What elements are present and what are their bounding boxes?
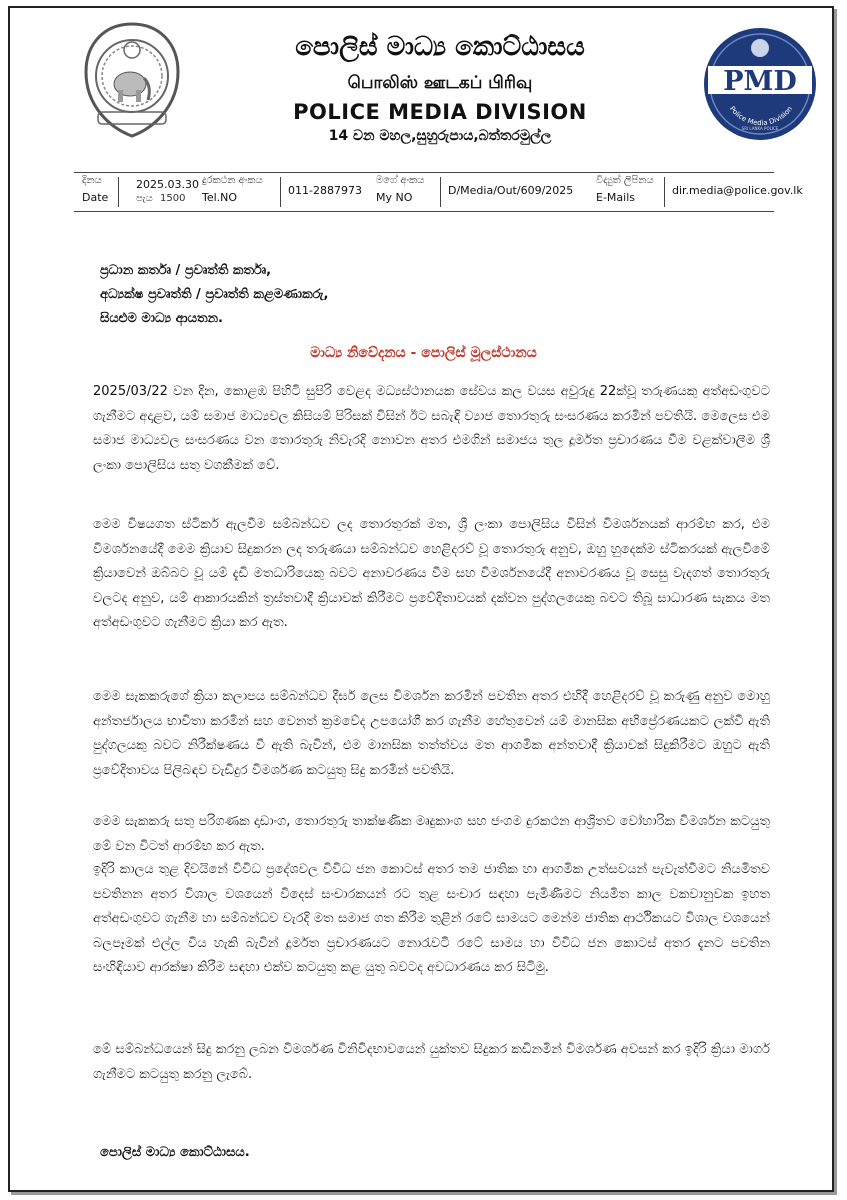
time-label: පැය bbox=[136, 193, 153, 204]
email-label-si: විද්‍යුත් ලිපිනය bbox=[596, 175, 654, 186]
header-title-tamil: பொலிஸ் ஊடகப் பிரிவு bbox=[347, 73, 533, 93]
body-paragraph: මෙම සැකකරුගේ ක්‍රියා කලාපය සම්බන්ධව දීර්ඝ ලෙස විමර්ශන කරමින් පවතින අතර එහිදී හෙළිදරව් වූ කරුණු අනුව මොහු අන්තර්ජාලය භාවිතා කරමින් සහ වෙනත් ක්‍රමවේද උපයෝගී කර ගැනීම හේතුවෙන් යම් මානසික අභිප්‍රේරණයකට ලක්වී ඇති පුද්ගලයකු බවට නිරීක්ෂණය වී ඇති බැවින්, එම මානසික තත්ත්වය මත ආගමික අන්තවාදී ක්‍රියාවක් සිදුකිරීමට ඔහුට ඇති ප්‍රවේදිතාවය පිලිබඳව වැඩිදුර විමර්ශණ කටයුතු සිදු කරමින් පවතියි. bbox=[93, 689, 770, 778]
date-value: 2025.03.30 bbox=[136, 178, 199, 191]
addressee-line: සියළුම මාධ්‍ය ආයතන. bbox=[100, 311, 223, 326]
pmd-text: PMD bbox=[723, 66, 797, 97]
body-paragraph: මෙම විෂයගත ස්ටිකර් ඇලවීම සම්බන්ධව ලද තොරතුරක් මත, ශ්‍රී ලංකා පොලිසිය විසින් විමර්ශනයක් ආරම්භ කර, එම විමර්ශනයේදී මෙම ක්‍රියාව සිදුකරන ලද තරුණයා සම්බන්ධව හෙළිදරව් වූ තොරතුරු අනුව, ඔහු හුදෙක්ම ස්ටිකරයක් ඇලවීමේ ක්‍රියාවෙන් ඔබ්බට වූ යම් දැඩි මතධාරියෙකු බවට අනාවරණය වීම සහ විමර්ශනයේදී අනාවරණය වූ සෙසු වැදගත් තොරතුරු වලටද අනුව, යම් ආකාරයකින් ත්‍රස්තවාදී ක්‍රියාවක් කිරීමට ප්‍රවේදිතාවයක් දක්වන පුද්ගලයෙකු බවට තිබූ සාධාරණ සැකය මත අත්අඩංගුවට ගැනීමට ක්‍රියා කර ඇත. bbox=[93, 517, 770, 630]
addressee-line: අධ්‍යක්ෂ ප්‍රවෘත්ති / ප්‍රවෘත්ති කළමණාකරු, bbox=[100, 287, 329, 302]
my-no-label-en: My NO bbox=[376, 191, 413, 204]
subject-heading: මාධ්‍ය නිවේදනය - පොලිස් මූලස්ථානය bbox=[310, 345, 537, 361]
pmd-arc-text: Police Media Division bbox=[727, 104, 795, 128]
my-no-label-si: මගේ අංකය bbox=[376, 175, 425, 186]
info-bar bbox=[74, 172, 803, 212]
header-title-english: POLICE MEDIA DIVISION bbox=[293, 100, 587, 124]
signoff: පොලිස් මාධ්‍ය කොට්ඨාසය. bbox=[100, 1145, 250, 1160]
addressee-line: ප්‍රධාන කර්තෘ / ප්‍රවෘත්ති කර්තෘ, bbox=[100, 263, 272, 278]
email-value: dir.media@police.gov.lk bbox=[672, 184, 803, 197]
email-label-en: E-Mails bbox=[596, 191, 635, 204]
tel-label-en: Tel.NO bbox=[202, 191, 238, 204]
header-title-sinhala: පොලිස් මාධ්‍ය කොට්ඨාසය bbox=[295, 32, 585, 62]
pmd-bottom-text: SRI LANKA POLICE bbox=[741, 126, 779, 131]
police-crest-logo bbox=[78, 20, 186, 140]
date-label-si: දිනය bbox=[82, 175, 102, 186]
body-paragraph: මේ සම්බන්ධයෙන් සිදු කරනු ලබන විමර්ශණ විනිවිදභාවයෙන් යුක්තව සිදුකර කඩිනමින් විමර්ශණ අවසන් කර ඉදිරි ක්‍රියා මාර්ග ගැනීමට කටයුතු කරනු ලැබේ. bbox=[93, 1042, 770, 1082]
body-paragraph: ඉදිරි කාලය තුළ දිවයිනේ විවිධ ප්‍රදේශවල විවිධ ජන කොටස් අතර තම ජාතික හා ආගමික උත්සවයන් පැවැත්වීමට නියමිතව පවතිනන අතර විශාල වශයෙන් විදෙස් සංචාරකයන් රට තුළ සංචාර සඳහා පැමිණීමට නියමිත කාල වකවානුවක ඉහත අත්අඩංගුවට ගැනීම හා සම්බන්ධව වැරදි මත සමාජ ගත කිරීම තුළින් රටේ සාමයට මෙන්ම ජාතික ආර්ථිකයට විශාල වශයෙන් බලපෑමක් එල්ල විය හැකි බැවින් දූර්මත ප්‍රචාරණයට නොරැවටී රටේ සාමය හා විවිධ ජන කොටස් අතර දැනට පවතින සංහිඳියාව ආරක්ෂා කිරීම සඳහා එක්ව කටයුතු කළ යුතු බවටද අවධාරණය කර සිටිමු. bbox=[93, 862, 770, 975]
date-label-en: Date bbox=[82, 191, 109, 204]
time-value: 1500 bbox=[160, 193, 186, 204]
pmd-logo bbox=[702, 26, 818, 142]
header-address: 14 වන මහල,සුහුරුපාය,බත්තරමුල්ල bbox=[328, 128, 552, 144]
tel-value: 011-2887973 bbox=[288, 184, 362, 197]
my-no-value: D/Media/Out/609/2025 bbox=[448, 184, 574, 197]
body-paragraph: මෙම සැකකරු සතු පරිගණක දෘඩාංග, තොරතුරු තාක්ෂණික මෘදුකාංග සහ ජංගම දුරකථන ආශ්‍රිතව වෝහාරික විමර්ශන කටයුතු මේ වන විටත් ආරම්භ කර ඇත. bbox=[93, 814, 770, 854]
tel-label-si: දුරකථන අංකය bbox=[202, 175, 263, 186]
body-paragraph: 2025/03/22 වන දින, කොළඹ පිහිටි සුපිරි වෙළද මධ්‍යස්ථානයක සේවය කල වයස අවුරුදු 22ක්වූ තරුණයකු අත්අඩංගුවට ගැනීමට අදාළව, යම් සමාජ මාධ්‍යවල කිසියම් පිරිසක් විසින් ඊට සබැඳි ව්‍යාජ තොරතුරු සංසරණය කරමින් පවතියි. මෙලෙස එම සමාජ මාධ්‍යවල සංසරණය වන තොරතුරු නිවැරදි නොවන අතර එමගින් සමාජය තුල දූර්මත ප්‍රචාරණය වීම වළක්වාලීම ශ්‍රී ලංකා පොලිසිය සතු වගකීමක් වේ. bbox=[93, 384, 770, 473]
